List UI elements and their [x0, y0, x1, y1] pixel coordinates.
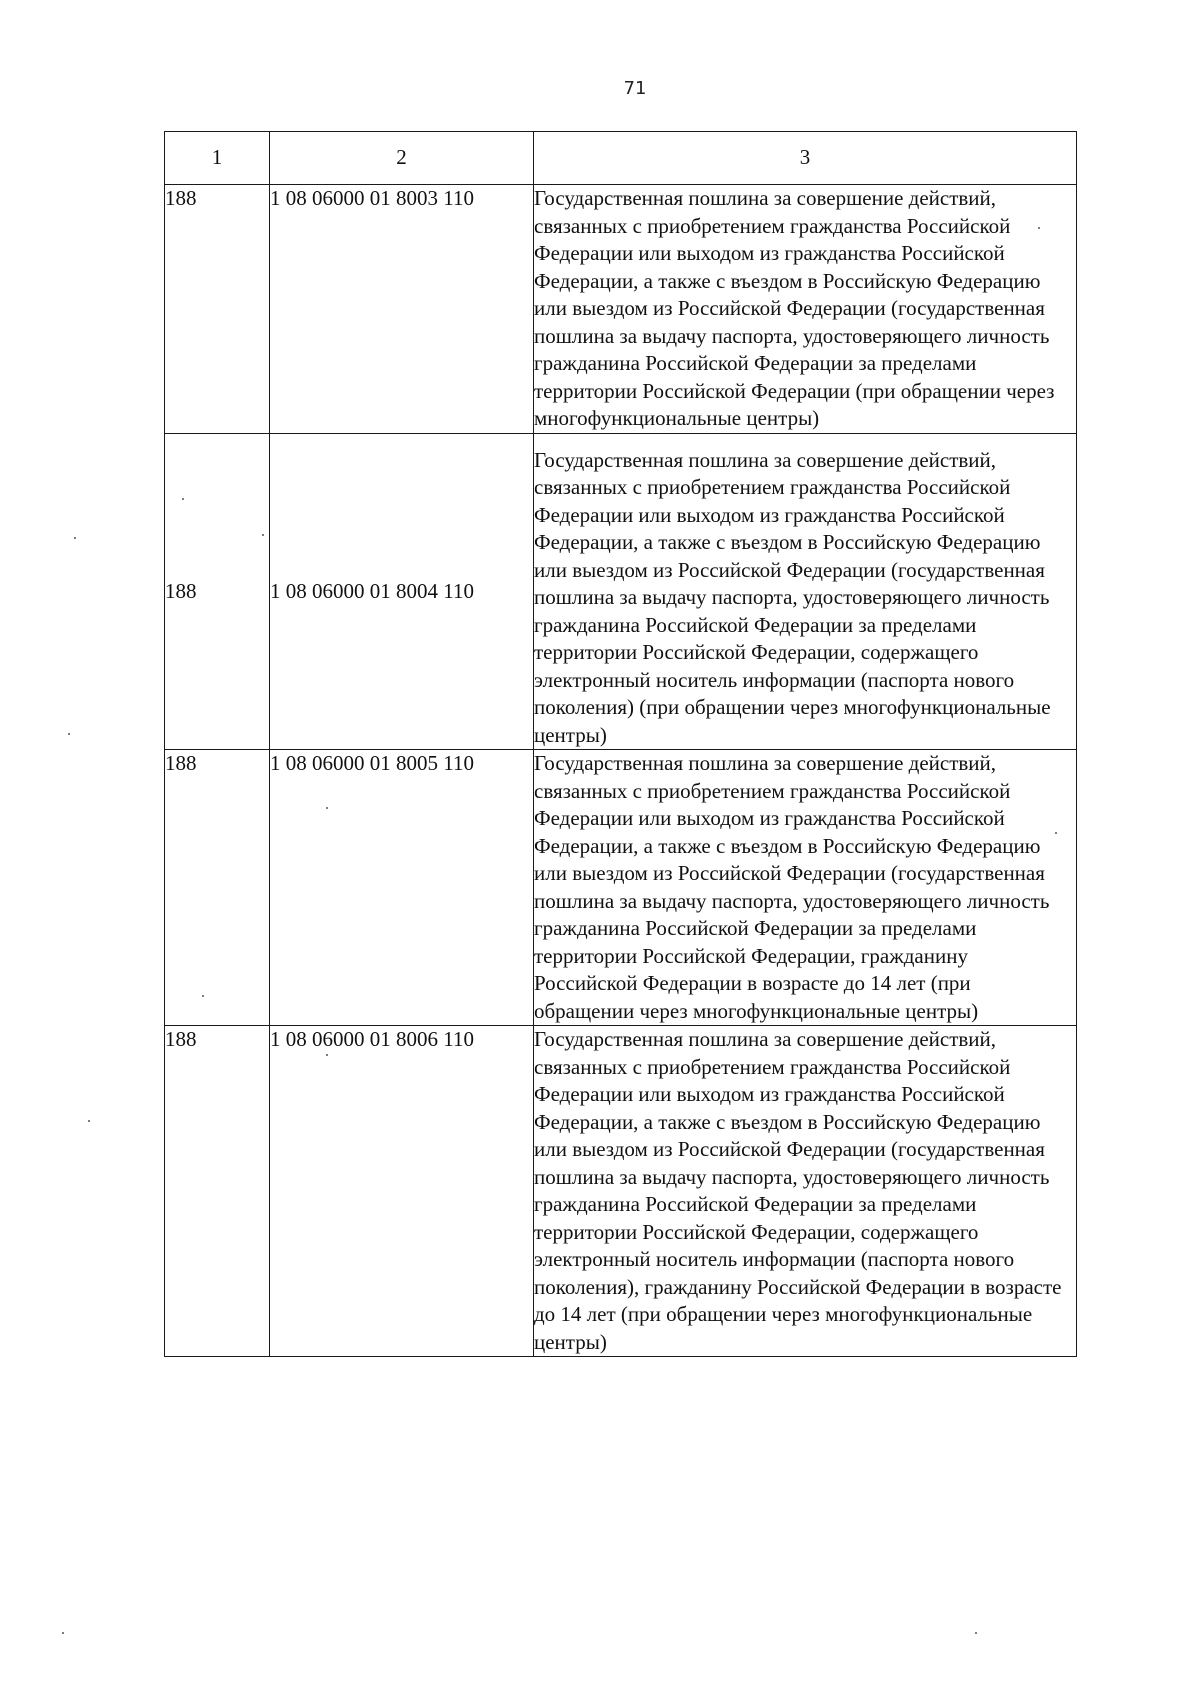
scan-speck — [326, 1054, 328, 1056]
page-number: 71 — [623, 78, 647, 99]
table-row — [165, 1026, 1077, 1357]
description-cell: Государственная пошлина за совершение действий, связанных с приобретением гражданства Российской Федерации или выходом из гражданства Российской Федерации, а также с въездом в Российскую Федерацию или выездом из Российской Федерации (государственная пошлина за выдачу паспорта, удостоверяющего личность гражданина Российской Федерации за пределами территории Российской Федерации, содержащего электронный носитель информации (паспорта нового поколения) (при обращении через многофункциональные центры) — [534, 433, 1077, 750]
scan-speck — [326, 807, 328, 809]
description-cell: Государственная пошлина за совершение действий, связанных с приобретением гражданства Российской Федерации или выходом из гражданства Российской Федерации, а также с въездом в Российскую Федерацию или выездом из Российской Федерации (государственная пошлина за выдачу паспорта, удостоверяющего личность гражданина Российской Федерации за пределами территории Российской Федерации, гражданину Российской Федерации в возрасте до 14 лет (при обращении через многофункциональные центры) — [534, 750, 1077, 1026]
admin-code-cell: 188 — [165, 750, 270, 1026]
description-cell: Государственная пошлина за совершение действий, связанных с приобретением гражданства Российской Федерации или выходом из гражданства Российской Федерации, а также с въездом в Российскую Федерацию или выездом из Российской Федерации (государственная пошлина за выдачу паспорта, удостоверяющего личность гражданина Российской Федерации за пределами территории Российской Федерации (при обращении через многофункциональные центры) — [534, 185, 1077, 434]
scan-speck — [975, 1632, 977, 1634]
scan-speck — [88, 1120, 90, 1122]
admin-code-cell: 188 — [165, 185, 270, 434]
scan-speck — [68, 733, 70, 735]
kbk-code-cell: 1 08 06000 01 8004 110 — [270, 433, 534, 750]
column-header-2: 2 — [270, 132, 534, 185]
kbk-code-cell: 1 08 06000 01 8003 110 — [270, 185, 534, 434]
admin-code-cell: 188 — [165, 1026, 270, 1357]
kbk-code-cell: 1 08 06000 01 8006 110 — [270, 1026, 534, 1357]
table-row — [165, 750, 1077, 1026]
header-row — [165, 132, 1077, 185]
scan-speck — [1038, 227, 1040, 229]
kbk-code-cell: 1 08 06000 01 8005 110 — [270, 750, 534, 1026]
table-row — [165, 185, 1077, 434]
scan-speck — [202, 995, 204, 997]
column-header-1: 1 — [165, 132, 270, 185]
scan-speck — [62, 1632, 64, 1634]
scan-speck — [182, 498, 184, 500]
table-row — [165, 433, 1077, 750]
scan-speck — [1055, 832, 1057, 834]
scan-speck — [262, 534, 264, 536]
admin-code-cell: 188 — [165, 433, 270, 750]
table-header — [165, 132, 1077, 185]
column-header-3: 3 — [534, 132, 1077, 185]
table-body — [165, 185, 1077, 1357]
fees-table — [164, 131, 1077, 1357]
description-cell: Государственная пошлина за совершение действий, связанных с приобретением гражданства Российской Федерации или выходом из гражданства Российской Федерации, а также с въездом в Российскую Федерацию или выездом из Российской Федерации (государственная пошлина за выдачу паспорта, удостоверяющего личность гражданина Российской Федерации за пределами территории Российской Федерации, содержащего электронный носитель информации (паспорта нового поколения), гражданину Российской Федерации в возрасте до 14 лет (при обращении через многофункциональные центры) — [534, 1026, 1077, 1357]
scan-speck — [74, 537, 76, 539]
